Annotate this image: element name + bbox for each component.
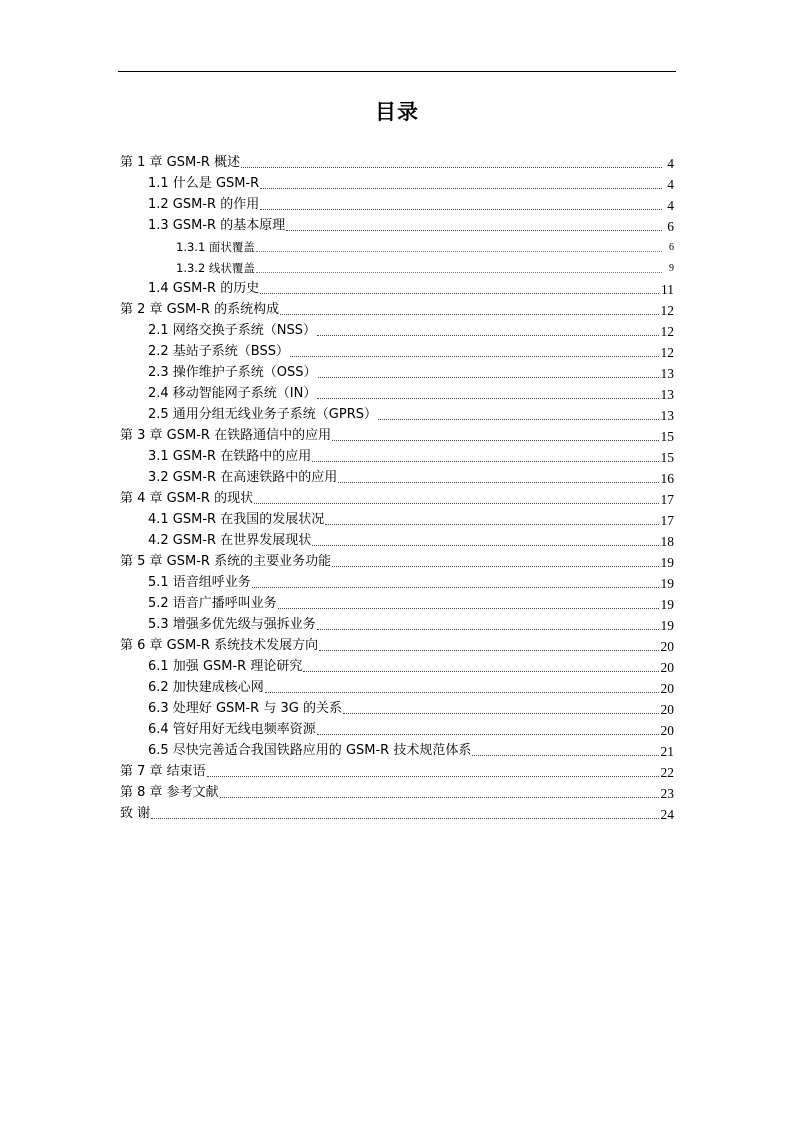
toc-entry[interactable]: [120, 634, 674, 655]
toc-entry-label: 1.4 GSM-R 的历史: [148, 281, 260, 296]
toc-entry-label: 第 6 章 GSM-R 系统技术发展方向: [120, 638, 319, 653]
toc-entry-page: 17: [660, 513, 674, 528]
toc-entry[interactable]: [120, 655, 674, 676]
toc-entry-label: 5.2 语音广播呼叫业务: [148, 596, 277, 611]
toc-entry-label: 4.1 GSM-R 在我国的发展状况: [148, 512, 325, 527]
toc-entry[interactable]: [120, 529, 674, 550]
toc-entry[interactable]: [120, 319, 674, 340]
dot-leader: [286, 230, 662, 231]
toc-entry-page: 19: [660, 597, 674, 612]
toc-entry[interactable]: [120, 550, 674, 571]
dot-leader: [252, 587, 659, 588]
toc-entry[interactable]: [120, 739, 674, 760]
toc-entry-label: 第 2 章 GSM-R 的系统构成: [120, 302, 280, 317]
toc-entry-label: 3.1 GSM-R 在铁路中的应用: [148, 449, 312, 464]
toc-entry[interactable]: [120, 571, 674, 592]
dot-leader: [151, 818, 658, 819]
toc-entry-label: 第 4 章 GSM-R 的现状: [120, 491, 254, 506]
toc-entry-label: 6.3 处理好 GSM-R 与 3G 的关系: [148, 701, 342, 716]
dot-leader: [260, 188, 662, 189]
toc-entry-page: 13: [660, 387, 674, 402]
toc-entry[interactable]: [120, 508, 674, 529]
toc-entry-label: 1.2 GSM-R 的作用: [148, 197, 260, 212]
toc-entry-label: 第 3 章 GSM-R 在铁路通信中的应用: [120, 428, 332, 443]
toc-entry[interactable]: [120, 298, 674, 319]
toc-entry-label: 2.2 基站子系统（BSS）: [148, 344, 290, 359]
toc-entry-label: 第 5 章 GSM-R 系统的主要业务功能: [120, 554, 332, 569]
toc-entry-label: 2.5 通用分组无线业务子系统（GPRS）: [148, 407, 378, 422]
toc-entry-label: 3.2 GSM-R 在高速铁路中的应用: [148, 470, 338, 485]
toc-entry[interactable]: [120, 487, 674, 508]
toc-entry[interactable]: [120, 592, 674, 613]
toc-entry-page: 20: [660, 723, 674, 738]
dot-leader: [332, 440, 658, 441]
toc-entry-page: 12: [660, 345, 674, 360]
dot-leader: [325, 524, 658, 525]
toc-entry-page: 21: [660, 744, 674, 759]
dot-leader: [220, 797, 659, 798]
toc-entry[interactable]: [120, 214, 674, 235]
dot-leader: [256, 272, 662, 273]
toc-entry-label: 第 8 章 参考文献: [120, 785, 219, 800]
toc-entry-label: 6.1 加强 GSM-R 理论研究: [148, 659, 303, 674]
toc-entry[interactable]: [120, 613, 674, 634]
toc-entry[interactable]: [120, 466, 674, 487]
table-of-contents: [120, 151, 674, 823]
dot-leader: [280, 314, 658, 315]
toc-entry[interactable]: [120, 172, 674, 193]
toc-entry-page: 6: [667, 219, 674, 234]
toc-entry-page: 12: [660, 303, 674, 318]
dot-leader: [472, 755, 658, 756]
dot-leader: [256, 251, 662, 252]
toc-entry[interactable]: [120, 151, 674, 172]
toc-entry-label: 2.3 操作维护子系统（OSS）: [148, 365, 317, 380]
toc-entry[interactable]: [120, 382, 674, 403]
dot-leader: [338, 482, 658, 483]
toc-entry-page: 16: [660, 471, 674, 486]
toc-entry[interactable]: [120, 676, 674, 697]
dot-leader: [332, 566, 658, 567]
dot-leader: [317, 734, 659, 735]
toc-entry-page: 20: [660, 639, 674, 654]
dot-leader: [278, 608, 659, 609]
toc-entry[interactable]: [120, 193, 674, 214]
toc-entry-label: 2.4 移动智能网子系统（IN）: [148, 386, 317, 401]
toc-entry-page: 13: [660, 366, 674, 381]
toc-entry-page: 19: [660, 555, 674, 570]
toc-entry[interactable]: [120, 760, 674, 781]
toc-entry-page: 23: [660, 786, 674, 801]
dot-leader: [312, 545, 658, 546]
toc-entry-label: 6.2 加快建成核心网: [148, 680, 264, 695]
toc-entry-page: 20: [660, 660, 674, 675]
toc-entry-page: 13: [660, 408, 674, 423]
toc-entry[interactable]: [120, 718, 674, 739]
dot-leader: [207, 776, 659, 777]
toc-entry[interactable]: [120, 340, 674, 361]
toc-entry-label: 第 7 章 结束语: [120, 764, 206, 779]
toc-title: 目录: [375, 100, 419, 124]
toc-entry[interactable]: [120, 424, 674, 445]
dot-leader: [265, 692, 659, 693]
toc-entry[interactable]: [120, 781, 674, 802]
toc-entry[interactable]: [120, 277, 674, 298]
toc-entry-page: 22: [660, 765, 674, 780]
toc-entry-page: 11: [661, 282, 674, 297]
dot-leader: [317, 398, 658, 399]
dot-leader: [260, 209, 662, 210]
dot-leader: [303, 671, 658, 672]
dot-leader: [317, 335, 658, 336]
toc-entry-label: 1.3 GSM-R 的基本原理: [148, 218, 286, 233]
toc-entry-page: 6: [669, 242, 674, 253]
dot-leader: [312, 461, 658, 462]
toc-entry[interactable]: [120, 256, 674, 277]
toc-entry-page: 15: [660, 429, 674, 444]
dot-leader: [319, 650, 658, 651]
toc-entry[interactable]: [120, 403, 674, 424]
toc-entry-label: 第 1 章 GSM-R 概述: [120, 155, 241, 170]
toc-entry-label: 5.1 语音组呼业务: [148, 575, 251, 590]
toc-entry-page: 4: [667, 156, 674, 171]
toc-entry-page: 20: [660, 681, 674, 696]
toc-entry-label: 致 谢: [120, 806, 151, 821]
toc-entry[interactable]: [120, 235, 674, 256]
toc-entry-label: 1.3.2 线状覆盖: [176, 261, 255, 275]
dot-leader: [254, 503, 658, 504]
toc-entry-page: 19: [660, 576, 674, 591]
toc-entry-page: 20: [660, 702, 674, 717]
toc-entry[interactable]: [120, 697, 674, 718]
dot-leader: [378, 419, 658, 420]
toc-entry[interactable]: [120, 361, 674, 382]
toc-entry-page: 17: [660, 492, 674, 507]
header-rule: [118, 71, 676, 72]
toc-entry-label: 5.3 增强多优先级与强拆业务: [148, 617, 316, 632]
toc-entry-page: 4: [667, 177, 674, 192]
dot-leader: [260, 293, 659, 294]
toc-entry-label: 1.1 什么是 GSM-R: [148, 176, 260, 191]
dot-leader: [318, 377, 659, 378]
dot-leader: [290, 356, 658, 357]
toc-entry-page: 4: [667, 198, 674, 213]
toc-entry-page: 9: [669, 263, 674, 274]
toc-entry[interactable]: [120, 445, 674, 466]
toc-entry[interactable]: [120, 802, 674, 823]
dot-leader: [241, 167, 662, 168]
toc-entry-label: 4.2 GSM-R 在世界发展现状: [148, 533, 312, 548]
toc-entry-label: 6.4 管好用好无线电频率资源: [148, 722, 316, 737]
toc-entry-page: 18: [660, 534, 674, 549]
toc-entry-label: 6.5 尽快完善适合我国铁路应用的 GSM-R 技术规范体系: [148, 743, 472, 758]
toc-entry-page: 12: [660, 324, 674, 339]
toc-entry-page: 24: [660, 807, 674, 822]
dot-leader: [343, 713, 659, 714]
toc-entry-label: 1.3.1 面状覆盖: [176, 240, 255, 254]
toc-entry-page: 15: [660, 450, 674, 465]
toc-entry-page: 19: [660, 618, 674, 633]
dot-leader: [317, 629, 659, 630]
toc-entry-label: 2.1 网络交换子系统（NSS）: [148, 323, 317, 338]
